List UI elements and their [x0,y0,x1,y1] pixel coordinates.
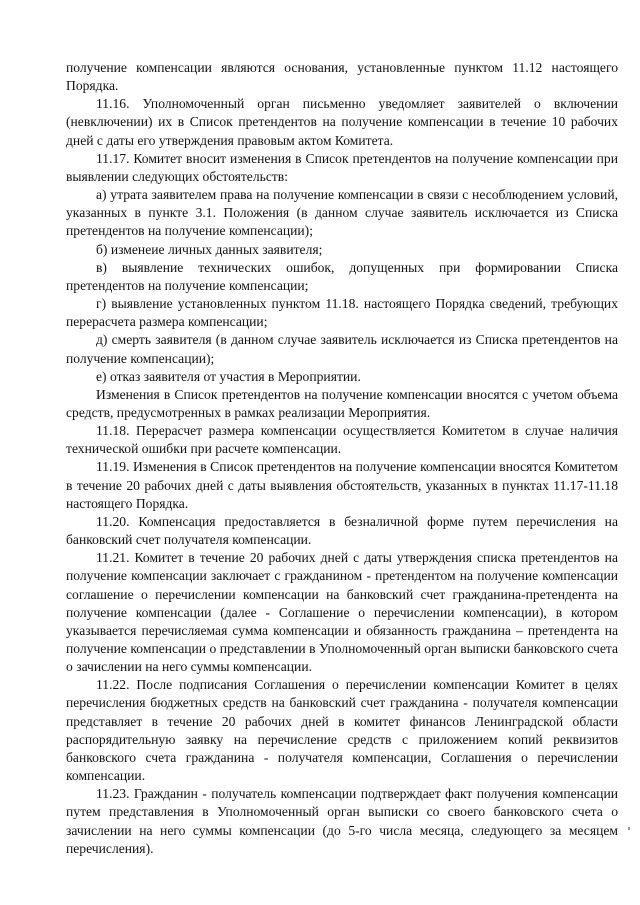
paragraph-11-16: 11.16. Уполномоченный орган письменно уведомляет заявителей о включении (невключении) их в Список претендентов на получение компенсации в течение 10 рабочих дней с даты его утверждения правовым актом Комитета. [66,96,618,148]
paragraph-changes-note: Изменения в Список претендентов на получение компенсации вносятся с учетом объема средств, предусмотренных в рамках реализации Мероприятия. [66,386,618,420]
list-item-a: а) утрата заявителем права на получение компенсации в связи с несоблюдением условий, указанных в пункте 3.1. Положения (в данном случае заявитель исключается из Списка претендентов на получение компенсации); [66,187,618,239]
paragraph-11-19: 11.19. Изменения в Список претендентов на получение компенсации вносятся Комитетом в течение 20 рабочих дней с даты выявления обстоятельств, указанных в пунктах 11.17-11.18 настоящего Порядка. [66,459,618,511]
list-item-g: г) выявление установленных пунктом 11.18. настоящего Порядка сведений, требующих перерасчета размера компенсации; [66,296,618,330]
paragraph-11-23: 11.23. Гражданин - получатель компенсации подтверждает факт получения компенсации путем представления в Уполномоченный орган выписки со своего банковского счета о зачислении на него суммы компенсации (до 5-го числа месяца, следующего за месяцем перечисления). [66,786,618,856]
scan-speck [628,827,630,830]
document-body [66,59,618,858]
paragraph-11-17: 11.17. Комитет вносит изменения в Список претендентов на получение компенсации при выявлении следующих обстоятельств: [66,150,618,184]
paragraph-11-18: 11.18. Перерасчет размера компенсации осуществляется Комитетом в случае наличия технической ошибки при расчете компенсации. [66,423,618,457]
list-item-v: в) выявление технических ошибок, допущенных при формировании Списка претендентов на получение компенсации; [66,259,618,293]
list-item-d: д) смерть заявителя (в данном случае заявитель исключается из Списка претендентов на получение компенсации); [66,332,618,366]
paragraph-continuation: получение компенсации являются основания, установленные пунктом 11.12 настоящего Порядка. [66,60,618,94]
list-item-e: е) отказ заявителя от участия в Мероприятии. [96,368,361,384]
paragraph-11-21: 11.21. Комитет в течение 20 рабочих дней с даты утверждения списка претендентов на получение компенсации заключает с гражданином - претендентом на получение компенсации соглашение о перечислении компенсации на банковский счет гражданина-претендента на получение компенсации (далее - Соглашение о перечислении компенсации), в котором указывается перечисляемая сумма компенсации и обязанность гражданина – претендента на получение компенсации о представлении в Уполномоченный орган выписки банковского счета о зачислении на него суммы компенсации. [66,550,618,675]
paragraph-11-22: 11.22. После подписания Соглашения о перечислении компенсации Комитет в целях перечисления бюджетных средств на банковский счет гражданина - получателя компенсации представляет в течение 20 рабочих дней в комитет финансов Ленинградской области распорядительную заявку на перечисление средств с приложением копий реквизитов банковского счета гражданина - получателя компенсации, Соглашения о перечислении компенсации. [66,677,618,784]
paragraph-11-20: 11.20. Компенсация предоставляется в безналичной форме путем перечисления на банковский счет получателя компенсации. [66,513,618,548]
list-item-b: б) изменеие личных данных заявителя; [96,241,323,257]
